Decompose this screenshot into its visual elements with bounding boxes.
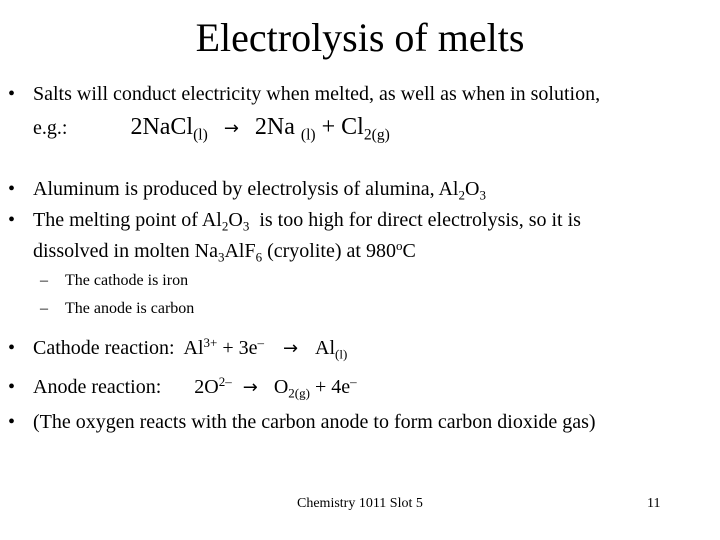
bullet-aluminum-production: Aluminum is produced by electrolysis of alumina, $Al_2O_3$: [33, 178, 486, 203]
oxygen-note: (The oxygen reacts with the carbon anode to form carbon dioxide gas): [33, 411, 596, 433]
bullet-salts-conduct: Salts will conduct electricity when melted, as well as when in solution,: [33, 83, 601, 105]
reaction-arrow-icon: →: [283, 338, 299, 359]
degree-symbol: o: [395, 237, 403, 253]
sub-bullet-cathode-iron: The cathode is iron: [65, 272, 189, 289]
anode-reaction: Anode reaction: $2O^{2-} \to O_{2(g)} + 4e^-$: [33, 373, 357, 401]
footer-page-number: 11: [647, 496, 661, 511]
eq-rhs1-state: (l): [300, 126, 316, 144]
bullet-marker: •: [8, 83, 16, 105]
bullet-melting-point: The melting point of $Al_2O_3$ is too high for direct electrolysis, so it is: [33, 209, 581, 234]
eq-plus: +: [315, 114, 342, 140]
sub-bullet-dash: –: [40, 300, 48, 317]
bullet-marker: •: [8, 376, 16, 398]
eg-label: e.g.:: [33, 117, 68, 139]
equation-nacl: [33, 114, 390, 142]
reaction-arrow-icon: →: [242, 377, 258, 398]
cathode-reaction: Cathode reaction: $Al^{3+} + 3e^- \to Al_{(l)}$: [33, 334, 348, 362]
bullet-marker: •: [8, 411, 16, 433]
bullet-marker: •: [8, 178, 16, 200]
bullet-marker: •: [8, 337, 16, 359]
eq-rhs2-state: 2(g): [363, 126, 390, 144]
eq-lhs: 2NaCl: [130, 114, 194, 140]
sub-bullet-dash: –: [40, 272, 48, 289]
bullet-marker: •: [8, 209, 16, 231]
sub-bullet-anode-carbon: The anode is carbon: [65, 300, 195, 317]
footer-course: Chemistry 1011 Slot 5: [297, 496, 423, 511]
eq-rhs1: 2Na: [254, 114, 301, 140]
eq-rhs2: Cl: [341, 114, 364, 140]
eq-lhs-state: (l): [193, 126, 208, 144]
slide-title: Electrolysis of melts: [195, 15, 525, 60]
bullet-melting-point-cont: dissolved in molten $Na_3AlF_6$ (cryolite) at 980$^o$C: [33, 237, 416, 265]
reaction-arrow-icon: →: [223, 118, 239, 139]
